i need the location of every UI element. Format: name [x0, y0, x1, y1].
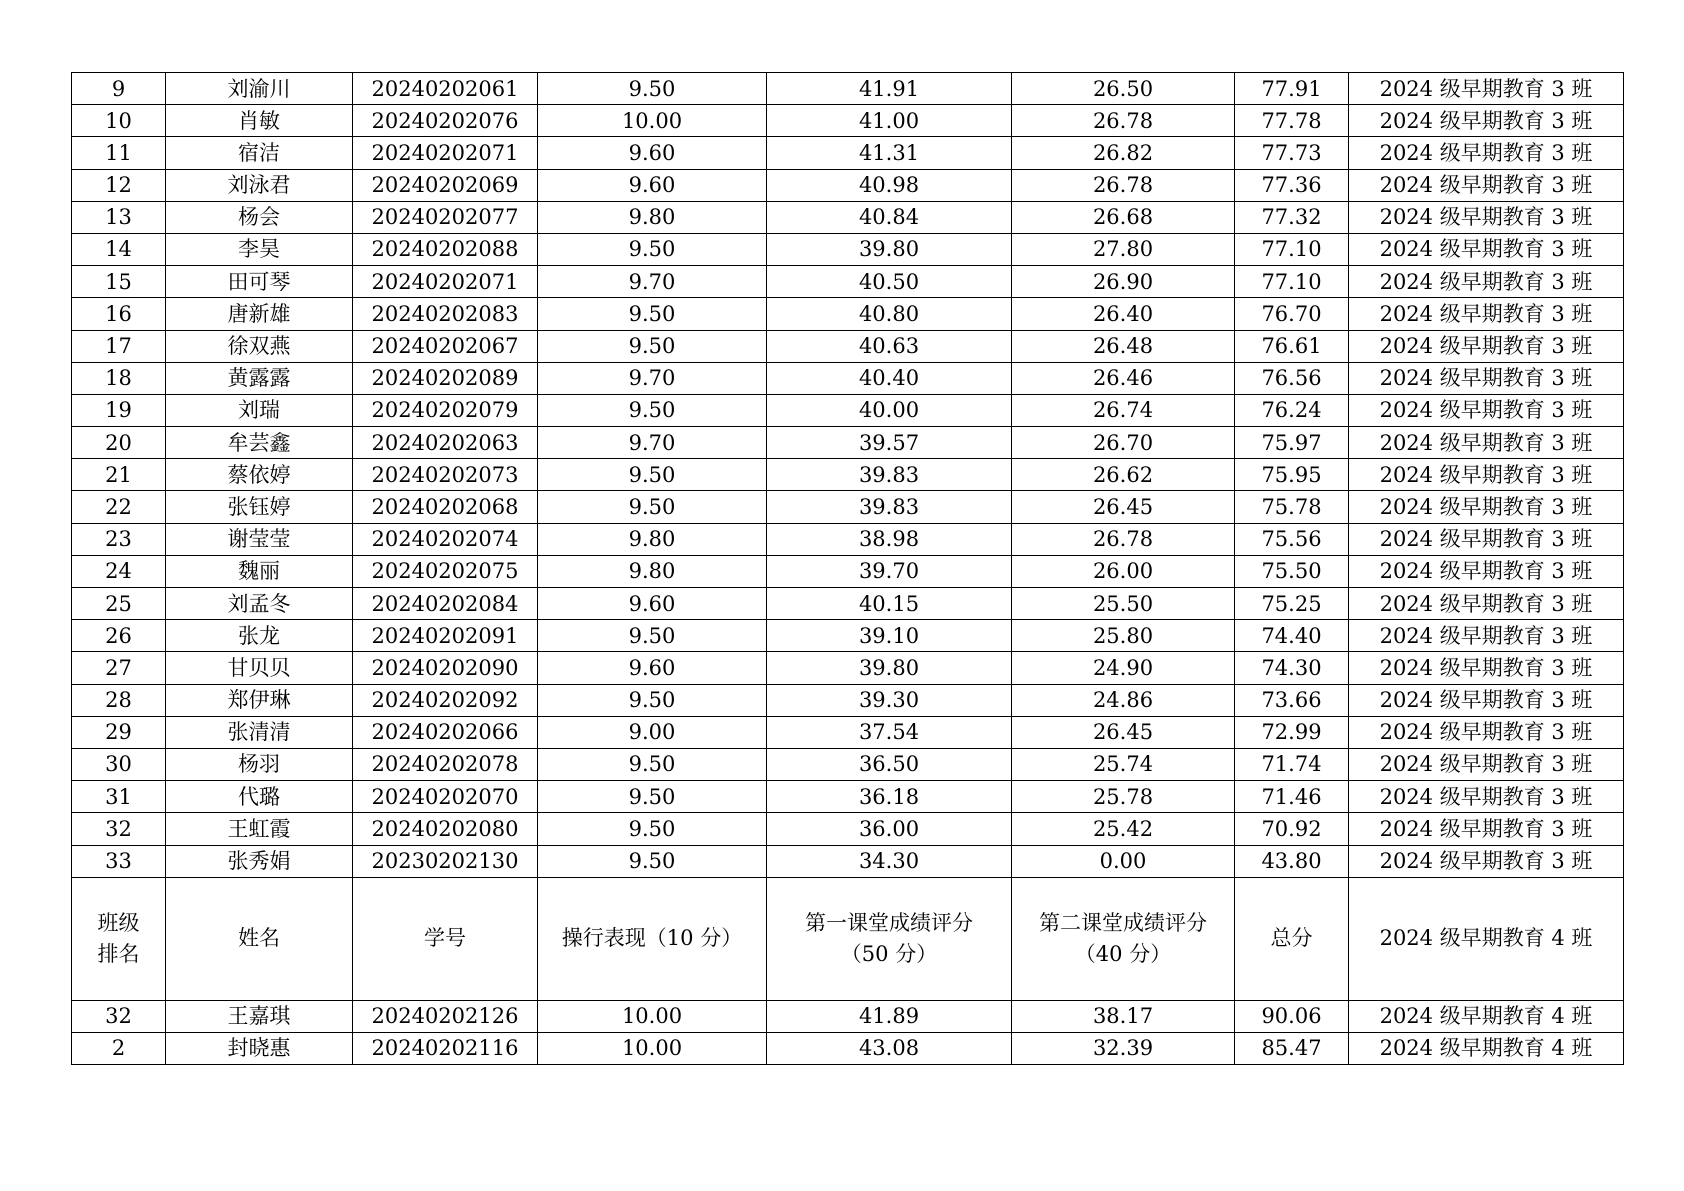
cell-class-name: 2024 级早期教育 3 班 [1349, 555, 1624, 587]
cell-conduct-score: 9.60 [538, 652, 767, 684]
table-row [72, 459, 1624, 491]
cell-conduct-score: 9.80 [538, 523, 767, 555]
cell-total-score: 75.78 [1235, 491, 1349, 523]
cell-name: 刘渝川 [166, 73, 353, 105]
cell-conduct-score: 9.50 [538, 781, 767, 813]
table-row [72, 781, 1624, 813]
table-row [72, 330, 1624, 362]
table-row [72, 813, 1624, 845]
cell-student-id: 20240202061 [353, 73, 538, 105]
table-row [72, 555, 1624, 587]
cell-name: 张钰婷 [166, 491, 353, 523]
cell-student-id: 20240202083 [353, 298, 538, 330]
table-row [72, 716, 1624, 748]
header-rank [72, 877, 166, 1000]
cell-name: 黄露露 [166, 362, 353, 394]
cell-name: 甘贝贝 [166, 652, 353, 684]
cell-first-class-score: 43.08 [767, 1032, 1012, 1064]
cell-student-id: 20240202076 [353, 105, 538, 137]
cell-student-id: 20240202066 [353, 716, 538, 748]
cell-name: 张龙 [166, 620, 353, 652]
cell-second-class-score: 26.78 [1012, 105, 1235, 137]
cell-second-class-score: 26.70 [1012, 427, 1235, 459]
cell-first-class-score: 39.83 [767, 459, 1012, 491]
cell-total-score: 75.97 [1235, 427, 1349, 459]
cell-total-score: 75.95 [1235, 459, 1349, 491]
cell-rank: 25 [72, 588, 166, 620]
cell-class-name: 2024 级早期教育 3 班 [1349, 845, 1624, 877]
cell-total-score: 70.92 [1235, 813, 1349, 845]
header-total: 总分 [1235, 877, 1349, 1000]
cell-conduct-score: 9.00 [538, 716, 767, 748]
cell-rank: 33 [72, 845, 166, 877]
table-row [72, 620, 1624, 652]
cell-first-class-score: 39.30 [767, 684, 1012, 716]
cell-name: 谢莹莹 [166, 523, 353, 555]
cell-first-class-score: 39.70 [767, 555, 1012, 587]
cell-rank: 30 [72, 748, 166, 780]
cell-total-score: 77.10 [1235, 233, 1349, 265]
cell-rank: 10 [72, 105, 166, 137]
table-row [72, 427, 1624, 459]
header-rank-line1: 班级 [97, 911, 140, 936]
cell-second-class-score: 26.90 [1012, 266, 1235, 298]
cell-student-id: 20240202116 [353, 1032, 538, 1064]
header-first-line1: 第一课堂成绩评分 [805, 911, 973, 936]
cell-name: 肖敏 [166, 105, 353, 137]
header-first-line2: （50 分） [840, 941, 938, 966]
cell-first-class-score: 39.83 [767, 491, 1012, 523]
cell-first-class-score: 34.30 [767, 845, 1012, 877]
cell-conduct-score: 9.50 [538, 73, 767, 105]
header-second-line2: （40 分） [1074, 941, 1172, 966]
cell-student-id: 20240202089 [353, 362, 538, 394]
cell-total-score: 71.46 [1235, 781, 1349, 813]
cell-class-name: 2024 级早期教育 3 班 [1349, 233, 1624, 265]
cell-student-id: 20240202075 [353, 555, 538, 587]
header-rank-line2: 排名 [97, 941, 140, 966]
cell-second-class-score: 25.42 [1012, 813, 1235, 845]
cell-rank: 32 [72, 1000, 166, 1032]
cell-name: 徐双燕 [166, 330, 353, 362]
table-row [72, 394, 1624, 426]
cell-second-class-score: 26.45 [1012, 716, 1235, 748]
cell-name: 李昊 [166, 233, 353, 265]
cell-second-class-score: 38.17 [1012, 1000, 1235, 1032]
cell-student-id: 20240202070 [353, 781, 538, 813]
table-row [72, 491, 1624, 523]
cell-name: 郑伊琳 [166, 684, 353, 716]
cell-name: 刘孟冬 [166, 588, 353, 620]
cell-second-class-score: 26.48 [1012, 330, 1235, 362]
cell-total-score: 76.70 [1235, 298, 1349, 330]
header-id: 学号 [353, 877, 538, 1000]
header-second-line1: 第二课堂成绩评分 [1039, 911, 1207, 936]
header-name: 姓名 [166, 877, 353, 1000]
cell-student-id: 20240202079 [353, 394, 538, 426]
cell-class-name: 2024 级早期教育 3 班 [1349, 781, 1624, 813]
cell-name: 魏丽 [166, 555, 353, 587]
cell-conduct-score: 9.60 [538, 137, 767, 169]
cell-conduct-score: 10.00 [538, 105, 767, 137]
cell-conduct-score: 9.60 [538, 169, 767, 201]
cell-second-class-score: 26.46 [1012, 362, 1235, 394]
cell-name: 宿洁 [166, 137, 353, 169]
table-row [72, 137, 1624, 169]
table-row [72, 201, 1624, 233]
cell-second-class-score: 24.86 [1012, 684, 1235, 716]
cell-second-class-score: 25.80 [1012, 620, 1235, 652]
cell-first-class-score: 40.15 [767, 588, 1012, 620]
cell-second-class-score: 26.40 [1012, 298, 1235, 330]
cell-total-score: 73.66 [1235, 684, 1349, 716]
cell-second-class-score: 25.74 [1012, 748, 1235, 780]
cell-second-class-score: 25.50 [1012, 588, 1235, 620]
table-row [72, 1032, 1624, 1064]
cell-total-score: 76.61 [1235, 330, 1349, 362]
cell-student-id: 20240202077 [353, 201, 538, 233]
cell-total-score: 77.91 [1235, 73, 1349, 105]
cell-name: 封晓惠 [166, 1032, 353, 1064]
cell-student-id: 20240202126 [353, 1000, 538, 1032]
cell-first-class-score: 36.00 [767, 813, 1012, 845]
cell-total-score: 90.06 [1235, 1000, 1349, 1032]
cell-total-score: 76.24 [1235, 394, 1349, 426]
cell-rank: 20 [72, 427, 166, 459]
table-row [72, 266, 1624, 298]
cell-rank: 23 [72, 523, 166, 555]
cell-total-score: 43.80 [1235, 845, 1349, 877]
cell-conduct-score: 9.50 [538, 620, 767, 652]
table-row [72, 362, 1624, 394]
cell-rank: 32 [72, 813, 166, 845]
cell-class-name: 2024 级早期教育 3 班 [1349, 684, 1624, 716]
cell-conduct-score: 9.70 [538, 362, 767, 394]
cell-conduct-score: 9.50 [538, 233, 767, 265]
cell-name: 杨羽 [166, 748, 353, 780]
cell-rank: 12 [72, 169, 166, 201]
cell-name: 王嘉琪 [166, 1000, 353, 1032]
table-row [72, 298, 1624, 330]
cell-first-class-score: 40.84 [767, 201, 1012, 233]
cell-class-name: 2024 级早期教育 3 班 [1349, 201, 1624, 233]
cell-student-id: 20240202067 [353, 330, 538, 362]
cell-total-score: 71.74 [1235, 748, 1349, 780]
table-row [72, 652, 1624, 684]
cell-class-name: 2024 级早期教育 3 班 [1349, 330, 1624, 362]
cell-total-score: 74.30 [1235, 652, 1349, 684]
cell-name: 代璐 [166, 781, 353, 813]
cell-name: 刘瑞 [166, 394, 353, 426]
cell-second-class-score: 26.45 [1012, 491, 1235, 523]
cell-student-id: 20240202078 [353, 748, 538, 780]
cell-rank: 17 [72, 330, 166, 362]
cell-name: 蔡依婷 [166, 459, 353, 491]
cell-class-name: 2024 级早期教育 4 班 [1349, 1032, 1624, 1064]
cell-student-id: 20240202080 [353, 813, 538, 845]
cell-conduct-score: 9.50 [538, 298, 767, 330]
cell-rank: 16 [72, 298, 166, 330]
cell-name: 张清清 [166, 716, 353, 748]
cell-class-name: 2024 级早期教育 3 班 [1349, 169, 1624, 201]
cell-student-id: 20240202084 [353, 588, 538, 620]
cell-total-score: 75.25 [1235, 588, 1349, 620]
cell-class-name: 2024 级早期教育 3 班 [1349, 588, 1624, 620]
class-3-rows [72, 73, 1624, 878]
cell-second-class-score: 24.90 [1012, 652, 1235, 684]
table-row [72, 105, 1624, 137]
class-4-header-row [72, 877, 1624, 1000]
cell-rank: 13 [72, 201, 166, 233]
cell-class-name: 2024 级早期教育 3 班 [1349, 748, 1624, 780]
cell-name: 王虹霞 [166, 813, 353, 845]
cell-second-class-score: 26.78 [1012, 169, 1235, 201]
cell-student-id: 20230202130 [353, 845, 538, 877]
cell-rank: 31 [72, 781, 166, 813]
cell-second-class-score: 32.39 [1012, 1032, 1235, 1064]
cell-class-name: 2024 级早期教育 3 班 [1349, 813, 1624, 845]
cell-first-class-score: 40.98 [767, 169, 1012, 201]
table-row [72, 748, 1624, 780]
cell-conduct-score: 9.50 [538, 459, 767, 491]
cell-class-name: 2024 级早期教育 3 班 [1349, 716, 1624, 748]
table-row [72, 73, 1624, 105]
cell-total-score: 76.56 [1235, 362, 1349, 394]
cell-student-id: 20240202090 [353, 652, 538, 684]
cell-conduct-score: 9.60 [538, 588, 767, 620]
cell-student-id: 20240202074 [353, 523, 538, 555]
cell-rank: 9 [72, 73, 166, 105]
cell-first-class-score: 39.80 [767, 233, 1012, 265]
cell-conduct-score: 9.80 [538, 555, 767, 587]
header-second-class [1012, 877, 1235, 1000]
table-row [72, 169, 1624, 201]
cell-conduct-score: 9.50 [538, 684, 767, 716]
cell-total-score: 75.50 [1235, 555, 1349, 587]
cell-class-name: 2024 级早期教育 3 班 [1349, 298, 1624, 330]
cell-conduct-score: 9.50 [538, 491, 767, 523]
cell-rank: 27 [72, 652, 166, 684]
cell-rank: 21 [72, 459, 166, 491]
cell-first-class-score: 41.31 [767, 137, 1012, 169]
table-row [72, 1000, 1624, 1032]
table-row [72, 684, 1624, 716]
cell-first-class-score: 41.00 [767, 105, 1012, 137]
cell-rank: 24 [72, 555, 166, 587]
cell-rank: 11 [72, 137, 166, 169]
cell-first-class-score: 36.50 [767, 748, 1012, 780]
cell-student-id: 20240202063 [353, 427, 538, 459]
cell-class-name: 2024 级早期教育 3 班 [1349, 137, 1624, 169]
cell-name: 田可琴 [166, 266, 353, 298]
cell-total-score: 77.36 [1235, 169, 1349, 201]
cell-first-class-score: 40.80 [767, 298, 1012, 330]
cell-first-class-score: 39.57 [767, 427, 1012, 459]
cell-second-class-score: 26.82 [1012, 137, 1235, 169]
cell-class-name: 2024 级早期教育 3 班 [1349, 105, 1624, 137]
cell-conduct-score: 9.70 [538, 427, 767, 459]
table-row [72, 233, 1624, 265]
cell-total-score: 77.32 [1235, 201, 1349, 233]
cell-name: 牟芸鑫 [166, 427, 353, 459]
cell-rank: 22 [72, 491, 166, 523]
cell-rank: 26 [72, 620, 166, 652]
cell-total-score: 75.56 [1235, 523, 1349, 555]
cell-name: 张秀娟 [166, 845, 353, 877]
header-class: 2024 级早期教育 4 班 [1349, 877, 1624, 1000]
cell-name: 刘泳君 [166, 169, 353, 201]
cell-conduct-score: 9.50 [538, 330, 767, 362]
cell-conduct-score: 9.80 [538, 201, 767, 233]
cell-first-class-score: 41.91 [767, 73, 1012, 105]
cell-second-class-score: 0.00 [1012, 845, 1235, 877]
cell-student-id: 20240202069 [353, 169, 538, 201]
header-conduct: 操行表现（10 分） [538, 877, 767, 1000]
cell-rank: 18 [72, 362, 166, 394]
cell-conduct-score: 10.00 [538, 1032, 767, 1064]
cell-first-class-score: 40.63 [767, 330, 1012, 362]
cell-name: 唐新雄 [166, 298, 353, 330]
cell-second-class-score: 26.78 [1012, 523, 1235, 555]
cell-rank: 15 [72, 266, 166, 298]
cell-first-class-score: 37.54 [767, 716, 1012, 748]
cell-first-class-score: 38.98 [767, 523, 1012, 555]
cell-rank: 19 [72, 394, 166, 426]
cell-class-name: 2024 级早期教育 4 班 [1349, 1000, 1624, 1032]
cell-rank: 28 [72, 684, 166, 716]
cell-student-id: 20240202088 [353, 233, 538, 265]
cell-total-score: 77.73 [1235, 137, 1349, 169]
cell-first-class-score: 40.50 [767, 266, 1012, 298]
cell-student-id: 20240202092 [353, 684, 538, 716]
cell-conduct-score: 9.50 [538, 748, 767, 780]
cell-total-score: 74.40 [1235, 620, 1349, 652]
cell-second-class-score: 27.80 [1012, 233, 1235, 265]
cell-total-score: 77.78 [1235, 105, 1349, 137]
table-row [72, 523, 1624, 555]
cell-second-class-score: 25.78 [1012, 781, 1235, 813]
cell-conduct-score: 9.70 [538, 266, 767, 298]
cell-first-class-score: 39.80 [767, 652, 1012, 684]
cell-class-name: 2024 级早期教育 3 班 [1349, 427, 1624, 459]
table-row [72, 845, 1624, 877]
class-4-rows [72, 1000, 1624, 1064]
cell-second-class-score: 26.62 [1012, 459, 1235, 491]
cell-first-class-score: 36.18 [767, 781, 1012, 813]
cell-conduct-score: 9.50 [538, 845, 767, 877]
cell-second-class-score: 26.68 [1012, 201, 1235, 233]
cell-conduct-score: 10.00 [538, 1000, 767, 1032]
cell-rank: 14 [72, 233, 166, 265]
header-first-class [767, 877, 1012, 1000]
cell-conduct-score: 9.50 [538, 813, 767, 845]
cell-total-score: 77.10 [1235, 266, 1349, 298]
cell-class-name: 2024 级早期教育 3 班 [1349, 620, 1624, 652]
cell-class-name: 2024 级早期教育 3 班 [1349, 459, 1624, 491]
cell-rank: 2 [72, 1032, 166, 1064]
cell-class-name: 2024 级早期教育 3 班 [1349, 394, 1624, 426]
cell-student-id: 20240202071 [353, 137, 538, 169]
table-row [72, 588, 1624, 620]
cell-conduct-score: 9.50 [538, 394, 767, 426]
cell-second-class-score: 26.50 [1012, 73, 1235, 105]
grades-table [71, 72, 1624, 1065]
cell-name: 杨会 [166, 201, 353, 233]
cell-second-class-score: 26.74 [1012, 394, 1235, 426]
cell-class-name: 2024 级早期教育 3 班 [1349, 523, 1624, 555]
cell-second-class-score: 26.00 [1012, 555, 1235, 587]
cell-student-id: 20240202091 [353, 620, 538, 652]
cell-student-id: 20240202068 [353, 491, 538, 523]
cell-class-name: 2024 级早期教育 3 班 [1349, 73, 1624, 105]
cell-class-name: 2024 级早期教育 3 班 [1349, 491, 1624, 523]
cell-first-class-score: 40.00 [767, 394, 1012, 426]
cell-class-name: 2024 级早期教育 3 班 [1349, 266, 1624, 298]
cell-class-name: 2024 级早期教育 3 班 [1349, 652, 1624, 684]
cell-class-name: 2024 级早期教育 3 班 [1349, 362, 1624, 394]
cell-first-class-score: 41.89 [767, 1000, 1012, 1032]
cell-rank: 29 [72, 716, 166, 748]
cell-student-id: 20240202073 [353, 459, 538, 491]
cell-total-score: 72.99 [1235, 716, 1349, 748]
cell-first-class-score: 40.40 [767, 362, 1012, 394]
cell-student-id: 20240202071 [353, 266, 538, 298]
cell-first-class-score: 39.10 [767, 620, 1012, 652]
class-4-header-section [72, 877, 1624, 1000]
cell-total-score: 85.47 [1235, 1032, 1349, 1064]
